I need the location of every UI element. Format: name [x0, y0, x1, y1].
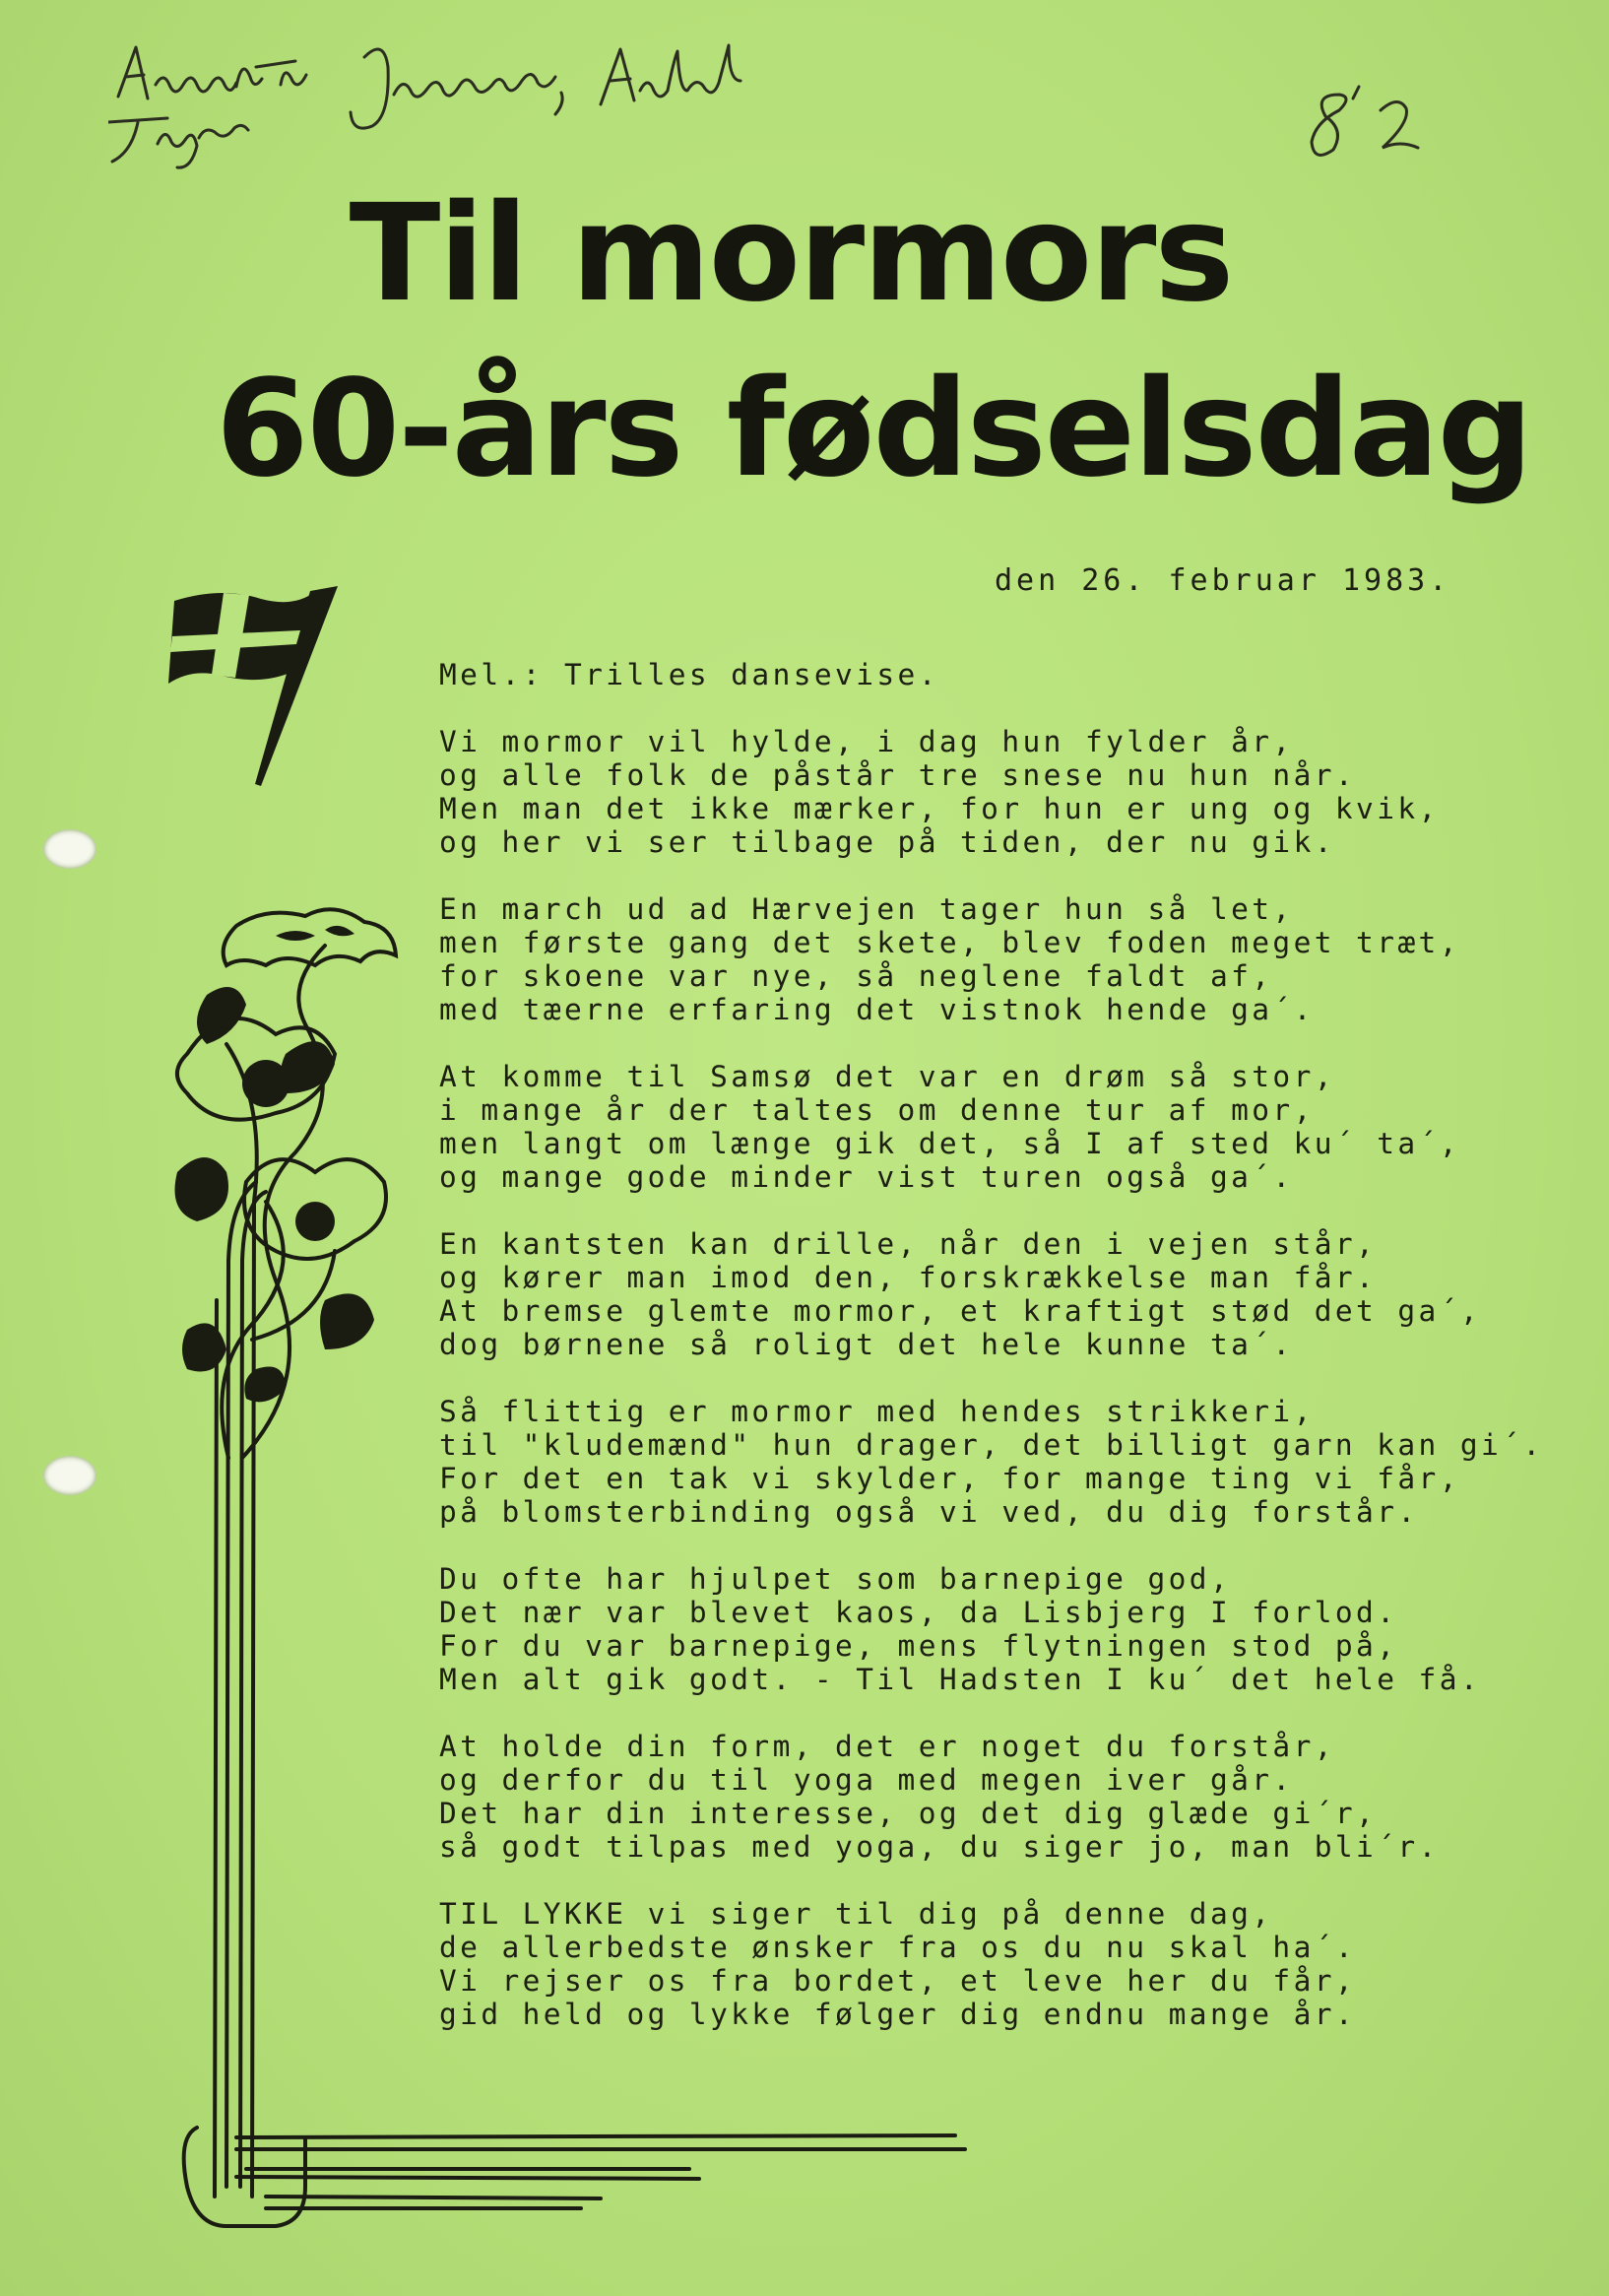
poem-line: Vi rejser os fra bordet, et leve her du får, — [439, 1964, 1357, 1998]
poem-line: TIL LYKKE vi siger til dig på denne dag, — [439, 1897, 1273, 1931]
poem-line: og kører man imod den, forskrækkelse man får. — [439, 1261, 1378, 1294]
stanza-6 — [439, 1562, 1542, 1696]
stanza-5 — [439, 1395, 1542, 1529]
stanza-8 — [439, 1897, 1542, 2031]
melody-line: Mel.: Trilles dansevise. — [439, 658, 939, 691]
poem-line: men langt om længe gik det, så I af sted ku´ ta´, — [439, 1127, 1460, 1160]
handwritten-note — [108, 28, 916, 175]
poem-line: i mange år der taltes om denne tur af mor, — [439, 1093, 1315, 1127]
poem-line: de allerbedste ønsker fra os du nu skal ha´. — [439, 1931, 1357, 1964]
handwritten-page-number — [1300, 77, 1438, 165]
poem-line: Men man det ikke mærker, for hun er ung og kvik, — [439, 792, 1440, 825]
poem-line: gid held og lykke følger dig endnu mange år. — [439, 1998, 1357, 2031]
poem-line: til "kludemænd" hun drager, det billigt garn kan gi´. — [439, 1428, 1544, 1462]
stanza-2 — [439, 892, 1542, 1026]
stanza-1 — [439, 725, 1542, 859]
poem-line: dog børnene så roligt det hele kunne ta´. — [439, 1328, 1294, 1361]
poem-line: Det nær var blevet kaos, da Lisbjerg I forlod. — [439, 1596, 1398, 1629]
poem-line: Vi mormor vil hylde, i dag hun fylder år, — [439, 725, 1294, 758]
poem-line: Så flittig er mormor med hendes strikkeri, — [439, 1395, 1315, 1428]
poem-line: En march ud ad Hærvejen tager hun så let, — [439, 892, 1294, 926]
stanza-3 — [439, 1060, 1542, 1194]
poem-line: At bremse glemte mormor, et kraftigt stød det ga´, — [439, 1294, 1482, 1328]
poem-line: At holde din form, det er noget du forstår, — [439, 1730, 1335, 1763]
poem-line: på blomsterbinding også vi ved, du dig forstår. — [439, 1495, 1419, 1529]
poem-line: for skoene var nye, så neglene faldt af, — [439, 959, 1273, 993]
poem-line: men første gang det skete, blev foden meget træt, — [439, 926, 1460, 959]
poem-line: og alle folk de påstår tre snese nu hun når. — [439, 758, 1357, 792]
date-line: den 26. februar 1983. — [995, 563, 1451, 598]
danish-flag-icon — [162, 581, 350, 793]
poem-line: For du var barnepige, mens flytningen stod på, — [439, 1629, 1398, 1663]
punch-hole-top — [43, 829, 97, 869]
poem-line: så godt tilpas med yoga, du siger jo, man bli´r. — [439, 1830, 1440, 1864]
poem-line: At komme til Samsø det var en drøm så stor, — [439, 1060, 1335, 1093]
poem-line: Men alt gik godt. - Til Hadsten I ku´ det hele få. — [439, 1663, 1482, 1696]
poem-line: og derfor du til yoga med megen iver går. — [439, 1763, 1294, 1797]
stanza-7 — [439, 1730, 1542, 1864]
poem-line: med tæerne erfaring det vistnok hende ga´. — [439, 993, 1315, 1026]
poem-line: og her vi ser tilbage på tiden, der nu gik. — [439, 825, 1335, 859]
poem-line: og mange gode minder vist turen også ga´. — [439, 1160, 1294, 1194]
poem-line: Du ofte har hjulpet som barnepige god, — [439, 1562, 1232, 1596]
page-title-line-2: 60-års fødselsdag — [215, 352, 1532, 507]
poem-line: For det en tak vi skylder, for mange ting vi får, — [439, 1462, 1460, 1495]
poem-line: Det har din interesse, og det dig glæde gi´r, — [439, 1797, 1378, 1830]
poem-body — [439, 658, 1542, 2065]
punch-hole-bottom — [43, 1456, 97, 1495]
stanza-4 — [439, 1227, 1542, 1361]
poem-line: En kantsten kan drille, når den i vejen står, — [439, 1227, 1378, 1261]
page-title-line-1: Til mormors — [349, 176, 1233, 332]
